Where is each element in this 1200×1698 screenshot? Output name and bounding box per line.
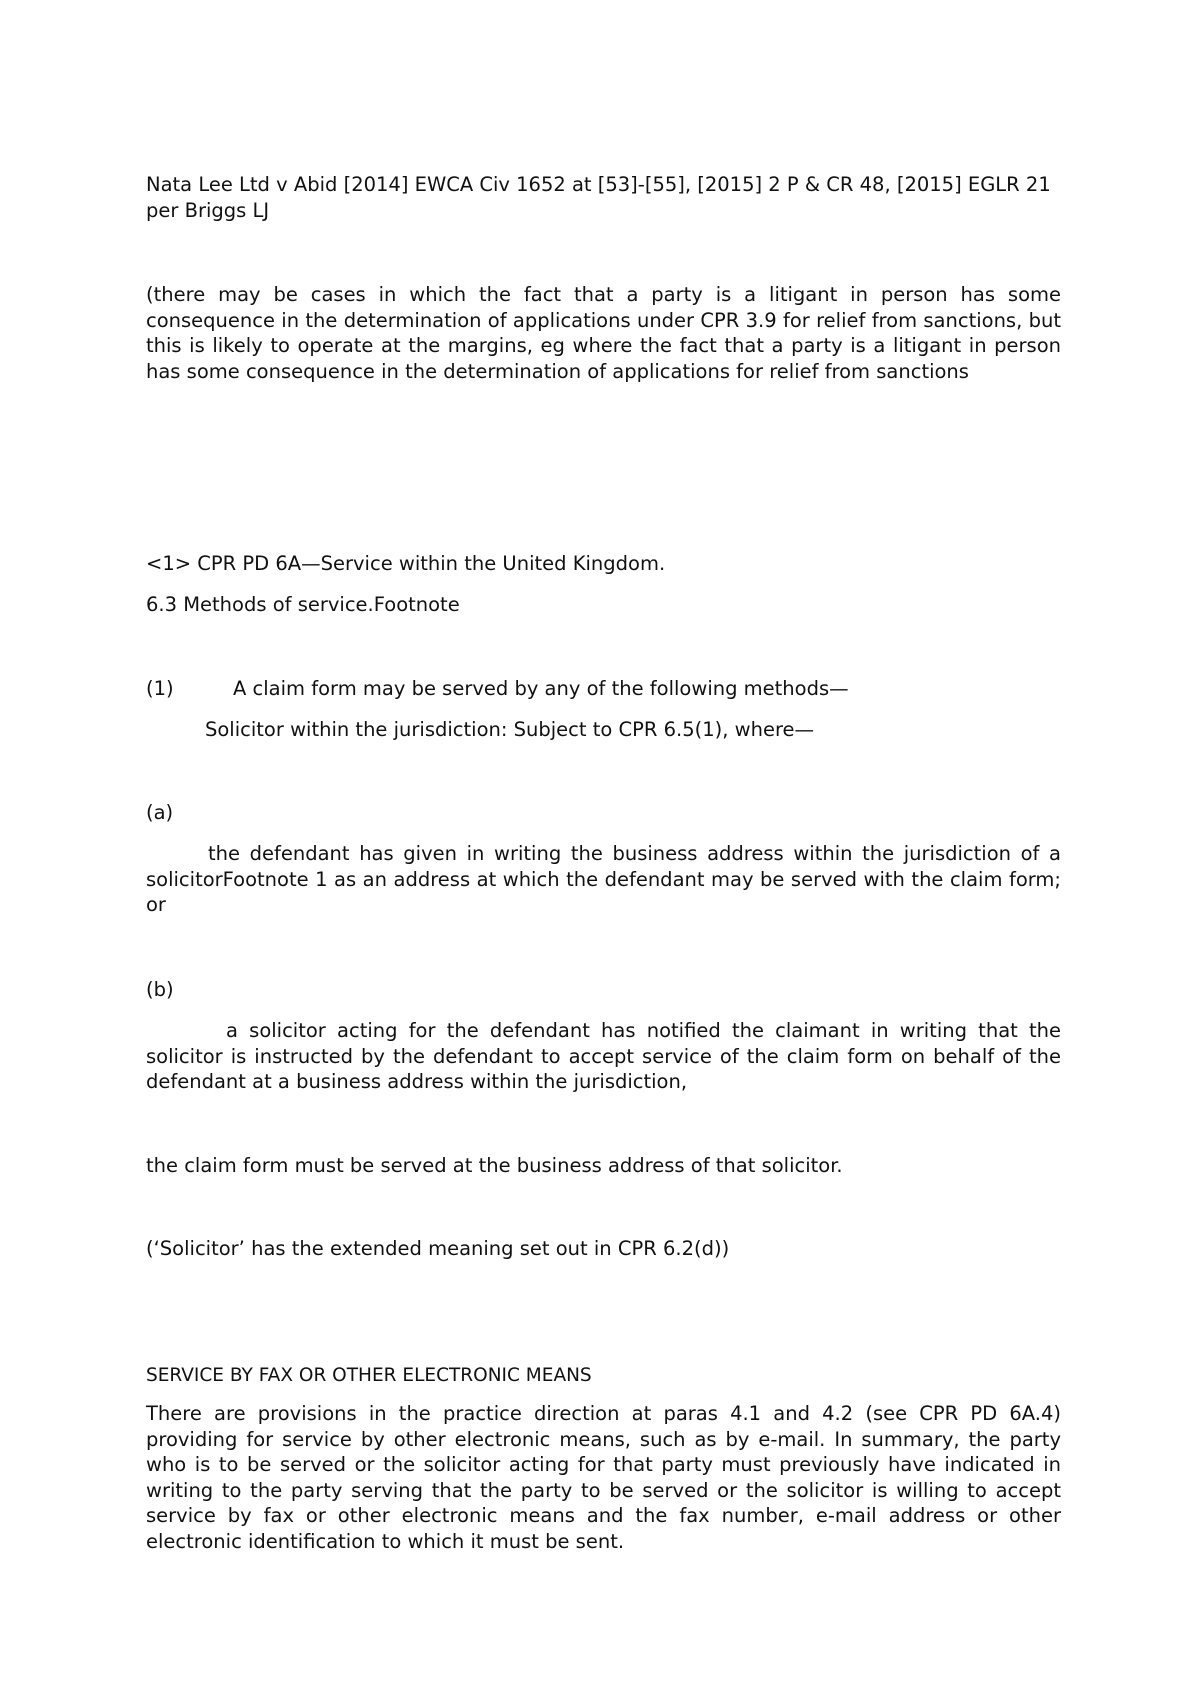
claim-form-line: the claim form must be served at the business address of that solicitor.: [146, 1154, 843, 1177]
item-b-text: a solicitor acting for the defendant has notified the claimant in writing that the solicitor is instructed by the defendant to accept service of the claim form on behalf of the defendant at a business address within the jurisdiction,: [146, 1019, 1061, 1093]
solicitor-meaning: (‘Solicitor’ has the extended meaning set out in CPR 6.2(d)): [146, 1237, 730, 1260]
case-citation: Nata Lee Ltd v Abid [2014] EWCA Civ 1652 at [53]-[55], [2015] 2 P & CR 48, [2015] EGLR 21 per Briggs LJ: [146, 173, 1051, 222]
citation-note: (there may be cases in which the fact that a party is a litigant in person has some consequence in the determination of applications under CPR 3.9 for relief from sanctions, but this is likely to operate at the margins, eg where the fact that a party is a litigant in person has some consequence in the determination of applications for relief from sanctions: [146, 283, 1061, 383]
fax-body: There are provisions in the practice direction at paras 4.1 and 4.2 (see CPR PD 6A.4) providing for service by other electronic means, such as by e-mail. In summary, the party who is to be served or the solicitor acting for that party must previously have indicated in writing to the party serving that the party to be served or the solicitor is willing to accept service by fax or other electronic means and the fax number, e-mail address or other electronic identification to which it must be sent.: [146, 1402, 1061, 1553]
item-a-label: (a): [146, 801, 174, 824]
item-a-text: the defendant has given in writing the business address within the jurisdiction of a solicitorFootnote 1 as an address at which the defendant may be served with the claim form; or: [146, 842, 1061, 916]
item-1-text: A claim form may be served by any of the following methods—: [233, 677, 849, 700]
item-1: [146, 676, 1061, 702]
item-1-number: (1): [146, 677, 174, 700]
solicitor-line: Solicitor within the jurisdiction: Subject to CPR 6.5(1), where—: [205, 718, 815, 741]
pd-heading: <1> CPR PD 6A—Service within the United Kingdom.: [146, 552, 666, 575]
methods-heading: 6.3 Methods of service.Footnote: [146, 593, 460, 616]
fax-heading: SERVICE BY FAX OR OTHER ELECTRONIC MEANS: [146, 1365, 592, 1386]
item-b-label: (b): [146, 978, 174, 1001]
